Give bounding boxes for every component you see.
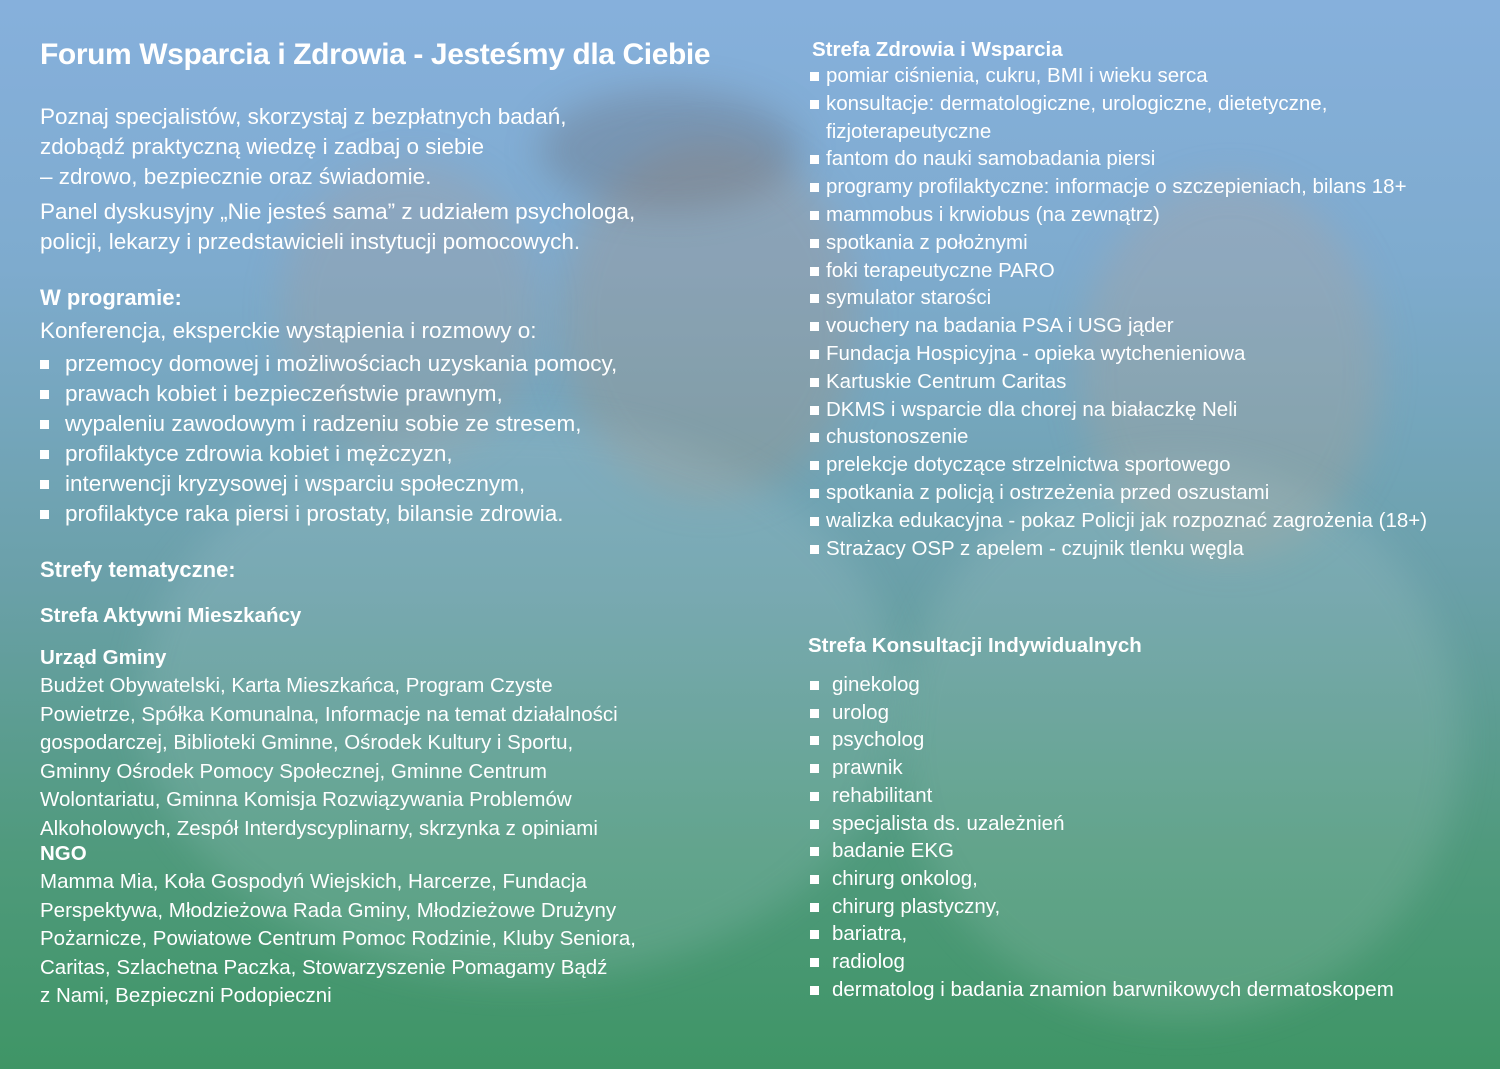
list-item-text: chirurg onkolog, <box>832 866 978 890</box>
list-item-text: konsultacje: dermatologiczne, urologiczne, dietetyczne, fizjoterapeutyczne <box>826 91 1328 143</box>
municipal-office-text <box>40 672 720 844</box>
list-item <box>808 173 1448 201</box>
panel-paragraph <box>40 197 635 257</box>
bullet-square-icon <box>810 489 819 498</box>
bullet-square-icon <box>810 406 819 415</box>
list-item <box>808 479 1448 507</box>
list-item <box>808 754 1448 782</box>
list-item <box>808 782 1448 810</box>
list-item <box>808 699 1448 727</box>
list-item-text: mammobus i krwiobus (na zewnątrz) <box>826 202 1160 226</box>
list-item <box>808 201 1448 229</box>
list-item-text: profilaktyce zdrowia kobiet i mężczyzn, <box>65 441 453 466</box>
text-line: z Nami, Bezpieczni Podopieczni <box>40 984 332 1008</box>
text-line: Caritas, Szlachetna Paczka, Stowarzyszenie Pomagamy Bądź <box>40 955 608 979</box>
list-item <box>808 145 1448 173</box>
bullet-square-icon <box>810 294 819 303</box>
list-item <box>808 368 1448 396</box>
bullet-square-icon <box>810 155 819 164</box>
bullet-square-icon <box>40 390 49 399</box>
list-item <box>40 439 617 469</box>
zone-consultations-heading: Strefa Konsultacji Indywidualnych <box>808 634 1142 657</box>
bullet-square-icon <box>810 930 819 939</box>
text-line: Budżet Obywatelski, Karta Mieszkańca, Program Czyste <box>40 674 553 697</box>
list-item <box>808 948 1448 976</box>
zone-consultations-list <box>808 671 1448 1003</box>
program-intro: Konferencja, eksperckie wystąpienia i rozmowy o: <box>40 318 537 343</box>
list-item-text: fantom do nauki samobadania piersi <box>826 147 1156 171</box>
list-item-text: wypaleniu zawodowym i radzeniu sobie ze stresem, <box>65 411 582 436</box>
zone-active-residents-heading: Strefa Aktywni Mieszkańcy <box>40 604 302 627</box>
list-item <box>808 229 1448 257</box>
bullet-square-icon <box>810 764 819 773</box>
bullet-square-icon <box>40 480 49 489</box>
bullet-square-icon <box>810 517 819 526</box>
text-line: gospodarczej, Biblioteki Gminne, Ośrodek Kultury i Sportu, <box>40 731 574 755</box>
bullet-square-icon <box>40 420 49 429</box>
text-line: Alkoholowych, Zespół Interdyscyplinarny, skrzynka z opiniami <box>40 816 598 840</box>
text-line: Mamma Mia, Koła Gospodyń Wiejskich, Harcerze, Fundacja <box>40 870 587 893</box>
list-item <box>808 507 1448 535</box>
list-item-text: symulator starości <box>826 286 992 310</box>
bullet-square-icon <box>810 239 819 248</box>
bullet-square-icon <box>810 267 819 276</box>
bullet-square-icon <box>810 183 819 192</box>
list-item <box>808 893 1448 921</box>
list-item-text: Fundacja Hospicyjna - opieka wytchenieniowa <box>826 341 1246 365</box>
list-item <box>808 535 1448 563</box>
list-item-text: ginekolog <box>832 673 920 696</box>
list-item <box>808 90 1448 146</box>
list-item <box>40 469 617 499</box>
bullet-square-icon <box>810 350 819 359</box>
list-item <box>40 409 617 439</box>
list-item-text: DKMS i wsparcie dla chorej na białaczkę Neli <box>826 397 1238 421</box>
intro-line: Poznaj specjalistów, skorzystaj z bezpłatnych badań, <box>40 104 567 129</box>
text-line: Wolontariatu, Gminna Komisja Rozwiązywania Problemów <box>40 788 572 812</box>
list-item <box>40 349 617 379</box>
list-item <box>808 257 1448 285</box>
text-line: Pożarnicze, Powiatowe Centrum Pomoc Rodzinie, Kluby Seniora, <box>40 927 636 951</box>
list-item-text: chirurg plastyczny, <box>832 894 1001 918</box>
bullet-square-icon <box>810 72 819 81</box>
zone-health-list <box>808 62 1448 562</box>
bullet-square-icon <box>810 903 819 912</box>
list-item-text: pomiar ciśnienia, cukru, BMI i wieku serca <box>826 64 1208 87</box>
list-item <box>808 976 1448 1004</box>
bullet-square-icon <box>810 875 819 884</box>
municipal-office-heading: Urząd Gminy <box>40 646 167 669</box>
bullet-square-icon <box>810 545 819 554</box>
list-item <box>808 920 1448 948</box>
text-line: Perspektywa, Młodzieżowa Rada Gminy, Młodzieżowe Drużyny <box>40 898 617 922</box>
list-item-text: spotkania z policją i ostrzeżenia przed oszustami <box>826 480 1270 504</box>
bullet-square-icon <box>810 433 819 442</box>
list-item <box>808 312 1448 340</box>
panel-line: Panel dyskusyjny „Nie jesteś sama” z udziałem psychologa, <box>40 199 636 224</box>
bullet-square-icon <box>40 360 49 369</box>
bullet-square-icon <box>810 378 819 387</box>
list-item <box>808 671 1448 699</box>
bullet-square-icon <box>810 211 819 220</box>
bullet-square-icon <box>810 709 819 718</box>
bullet-square-icon <box>810 736 819 745</box>
program-heading: W programie: <box>40 285 182 310</box>
list-item <box>808 284 1448 312</box>
list-item <box>808 837 1448 865</box>
bullet-square-icon <box>810 461 819 470</box>
bullet-square-icon <box>40 510 49 519</box>
list-item <box>40 499 617 529</box>
list-item-text: profilaktyce raka piersi i prostaty, bilansie zdrowia. <box>65 501 564 526</box>
ngo-heading: NGO <box>40 842 87 865</box>
zone-health-heading: Strefa Zdrowia i Wsparcia <box>812 38 1063 61</box>
list-item <box>808 451 1448 479</box>
list-item <box>808 865 1448 893</box>
panel-line: policji, lekarzy i przedstawicieli instytucji pomocowych. <box>40 229 581 254</box>
bullet-square-icon <box>810 100 819 109</box>
intro-line: zdobądź praktyczną wiedzę i zadbaj o siebie <box>40 134 485 159</box>
list-item-text: prawnik <box>832 756 903 780</box>
list-item-text: dermatolog i badania znamion barwnikowych dermatoskopem <box>832 977 1394 1001</box>
list-item-text: spotkania z położnymi <box>826 230 1028 254</box>
zones-heading: Strefy tematyczne: <box>40 557 236 582</box>
bullet-square-icon <box>810 792 819 801</box>
list-item-text: vouchery na badania PSA i USG jąder <box>826 314 1174 338</box>
list-item-text: przemocy domowej i możliwościach uzyskania pomocy, <box>65 351 618 376</box>
bullet-square-icon <box>810 322 819 331</box>
list-item <box>808 423 1448 451</box>
list-item <box>808 726 1448 754</box>
list-item-text: urolog <box>832 700 889 724</box>
list-item-text: bariatra, <box>832 922 908 946</box>
list-item <box>808 810 1448 838</box>
list-item-text: walizka edukacyjna - pokaz Policji jak rozpoznać zagrożenia (18+) <box>826 508 1428 532</box>
list-item <box>808 340 1448 368</box>
page-title: Forum Wsparcia i Zdrowia - Jesteśmy dla Ciebie <box>40 38 711 71</box>
list-item-text: specjalista ds. uzależnień <box>832 811 1065 835</box>
list-item-text: Strażacy OSP z apelem - czujnik tlenku węgla <box>826 536 1244 560</box>
list-item-text: prawach kobiet i bezpieczeństwie prawnym, <box>65 381 503 406</box>
list-item-text: Kartuskie Centrum Caritas <box>826 369 1067 393</box>
list-item-text: badanie EKG <box>832 839 954 863</box>
list-item-text: chustonoszenie <box>826 425 969 449</box>
text-line: Gminny Ośrodek Pomocy Społecznej, Gminne Centrum <box>40 759 548 783</box>
list-item <box>808 62 1448 90</box>
bullet-square-icon <box>810 681 819 690</box>
list-item <box>40 379 617 409</box>
program-list <box>40 349 617 529</box>
list-item-text: rehabilitant <box>832 783 933 807</box>
list-item-text: programy profilaktyczne: informacje o szczepieniach, bilans 18+ <box>826 175 1407 199</box>
list-item <box>808 396 1448 424</box>
bullet-square-icon <box>810 820 819 829</box>
list-item-text: foki terapeutyczne PARO <box>826 258 1055 282</box>
list-item-text: psycholog <box>832 728 925 752</box>
ngo-text <box>40 868 720 1011</box>
intro-paragraph <box>40 102 567 192</box>
bullet-square-icon <box>810 847 819 856</box>
bullet-square-icon <box>810 958 819 967</box>
text-line: Powietrze, Spółka Komunalna, Informacje na temat działalności <box>40 702 618 726</box>
bullet-square-icon <box>810 986 819 995</box>
list-item-text: prelekcje dotyczące strzelnictwa sportowego <box>826 453 1231 477</box>
list-item-text: radiolog <box>832 950 905 974</box>
intro-line: – zdrowo, bezpiecznie oraz świadomie. <box>40 164 432 189</box>
bullet-square-icon <box>40 450 49 459</box>
list-item-text: interwencji kryzysowej i wsparciu społecznym, <box>65 471 526 496</box>
